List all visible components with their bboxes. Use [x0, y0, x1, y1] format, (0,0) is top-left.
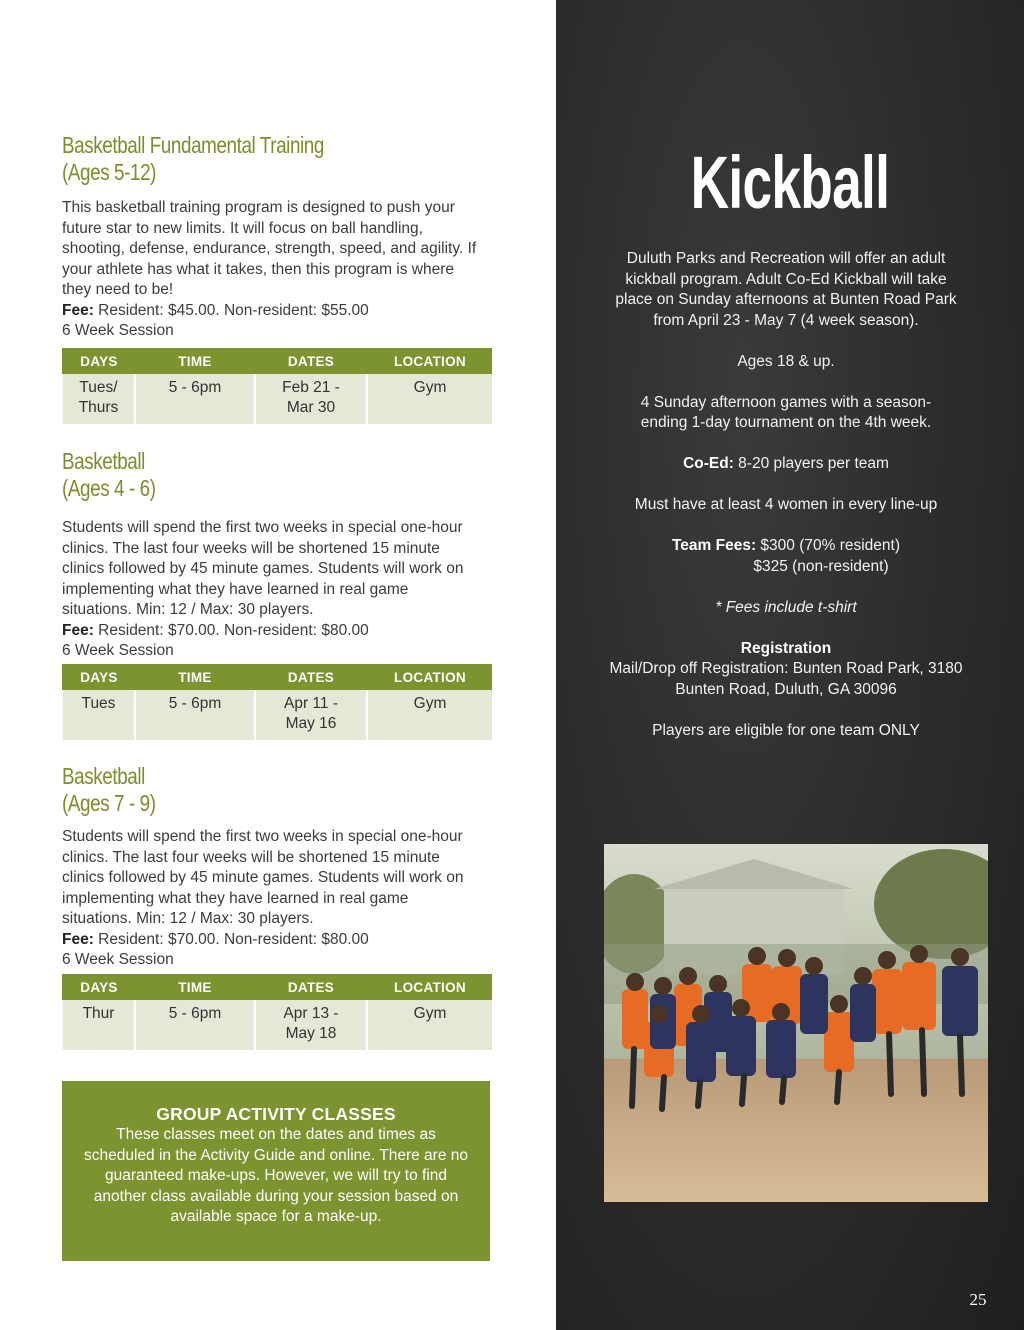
kickball-games: 4 Sunday afternoon games with a season-ending 1-day tournament on the 4th week.: [640, 393, 932, 431]
program-basketball-4-6: [62, 448, 492, 662]
schedule-table: [62, 974, 492, 1050]
kickball-ages: Ages 18 & up.: [737, 352, 835, 370]
cell-dates: Apr 13 - May 18: [255, 1000, 367, 1050]
kickball-coed: Co-Ed: 8-20 players per team: [683, 455, 889, 472]
cell-dates: Apr 11 - May 16: [255, 690, 367, 740]
kickball-details: [606, 249, 966, 741]
section-title: Basketball Fundamental Training (Ages 5-12): [62, 132, 324, 185]
registration-text: Mail/Drop off Registration: Bunten Road Park, 3180 Bunten Road, Duluth, GA 30096: [609, 660, 963, 698]
col-days: DAYS: [63, 348, 135, 374]
cell-days: Tues: [63, 690, 135, 740]
fee-line: Fee: Resident: $70.00. Non-resident: $80.00: [62, 930, 369, 948]
program-basketball-fundamental: [62, 132, 492, 342]
table-row: [63, 1000, 492, 1050]
section-description: This basketball training program is designed to push your future star to new limits. It will focus on ball handling, shooting, defense, endurance, strength, speed, and agility. If your athlete has what it takes, then this program is where they need to be! Fee: Resident: $45.00. Non-resident: $55.00 6 Week Session: [62, 198, 482, 342]
kickball-women-rule: Must have at least 4 women in every line-up: [634, 496, 938, 513]
col-location: LOCATION: [367, 974, 492, 1000]
col-location: LOCATION: [367, 664, 492, 690]
section-title: Basketball (Ages 7 - 9): [62, 763, 156, 816]
col-dates: DATES: [255, 348, 367, 374]
cell-time: 5 - 6pm: [135, 690, 255, 740]
section-description: Students will spend the first two weeks in special one-hour clinics. The last four weeks will be shortened 15 minute clinics followed by 45 minute games. Students will work on implementing what they have learned in real game situations. Min: 12 / Max: 30 players. Fee: Resident: $70.00. Non-resident: $80.00 6 Week Session: [62, 518, 482, 662]
kickball-eligibility: Players are eligible for one team ONLY: [652, 721, 920, 739]
cell-time: 5 - 6pm: [135, 374, 255, 424]
kickball-fees: Team Fees: $300 (70% resident): [671, 537, 901, 554]
cell-days: Tues/ Thurs: [63, 374, 135, 424]
table-row: [63, 374, 492, 424]
kickball-fees-nonresident: $325 (non-resident): [753, 557, 889, 575]
cell-location: Gym: [367, 1000, 492, 1050]
kickball-title: Kickball: [690, 141, 890, 224]
section-title: Basketball (Ages 4 - 6): [62, 448, 156, 501]
cell-location: Gym: [367, 690, 492, 740]
col-dates: DATES: [255, 974, 367, 1000]
registration-heading: Registration: [740, 639, 832, 657]
cell-location: Gym: [367, 374, 492, 424]
callout-body: These classes meet on the dates and times as scheduled in the Activity Guide and online. There are no guaranteed make-ups. However, we will try to find another class available during your session based on available space for a make-up.: [83, 1126, 469, 1225]
cell-dates: Feb 21 - Mar 30: [255, 374, 367, 424]
group-activity-callout: [62, 1081, 490, 1261]
program-basketball-7-9: [62, 763, 492, 971]
col-time: TIME: [135, 664, 255, 690]
page-number: 25: [969, 1290, 987, 1309]
team-photo: [604, 844, 988, 1202]
cell-days: Thur: [63, 1000, 135, 1050]
col-time: TIME: [135, 348, 255, 374]
kickball-fees-note: * Fees include t-shirt: [715, 598, 857, 616]
col-days: DAYS: [63, 664, 135, 690]
table-row: [63, 690, 492, 740]
col-dates: DATES: [255, 664, 367, 690]
team-photo-illustration: [604, 844, 988, 1202]
col-location: LOCATION: [367, 348, 492, 374]
col-time: TIME: [135, 974, 255, 1000]
section-description: Students will spend the first two weeks in special one-hour clinics. The last four weeks will be shortened 15 minute clinics followed by 45 minute games. Students will work on implementing what they have learned in real game situations. Min: 12 / Max: 30 players. Fee: Resident: $70.00. Non-resident: $80.00 6 Week Session: [62, 827, 482, 971]
col-days: DAYS: [63, 974, 135, 1000]
kickball-intro: Duluth Parks and Recreation will offer an adult kickball program. Adult Co-Ed Kickball will take place on Sunday afternoons at Bunten Road Park from April 23 - May 7 (4 week season).: [615, 250, 957, 329]
fee-line: Fee: Resident: $45.00. Non-resident: $55.00: [62, 301, 369, 319]
callout-title: GROUP ACTIVITY CLASSES: [156, 1104, 396, 1124]
cell-time: 5 - 6pm: [135, 1000, 255, 1050]
schedule-table: [62, 664, 492, 740]
fee-line: Fee: Resident: $70.00. Non-resident: $80.00: [62, 621, 369, 639]
schedule-table: [62, 348, 492, 424]
